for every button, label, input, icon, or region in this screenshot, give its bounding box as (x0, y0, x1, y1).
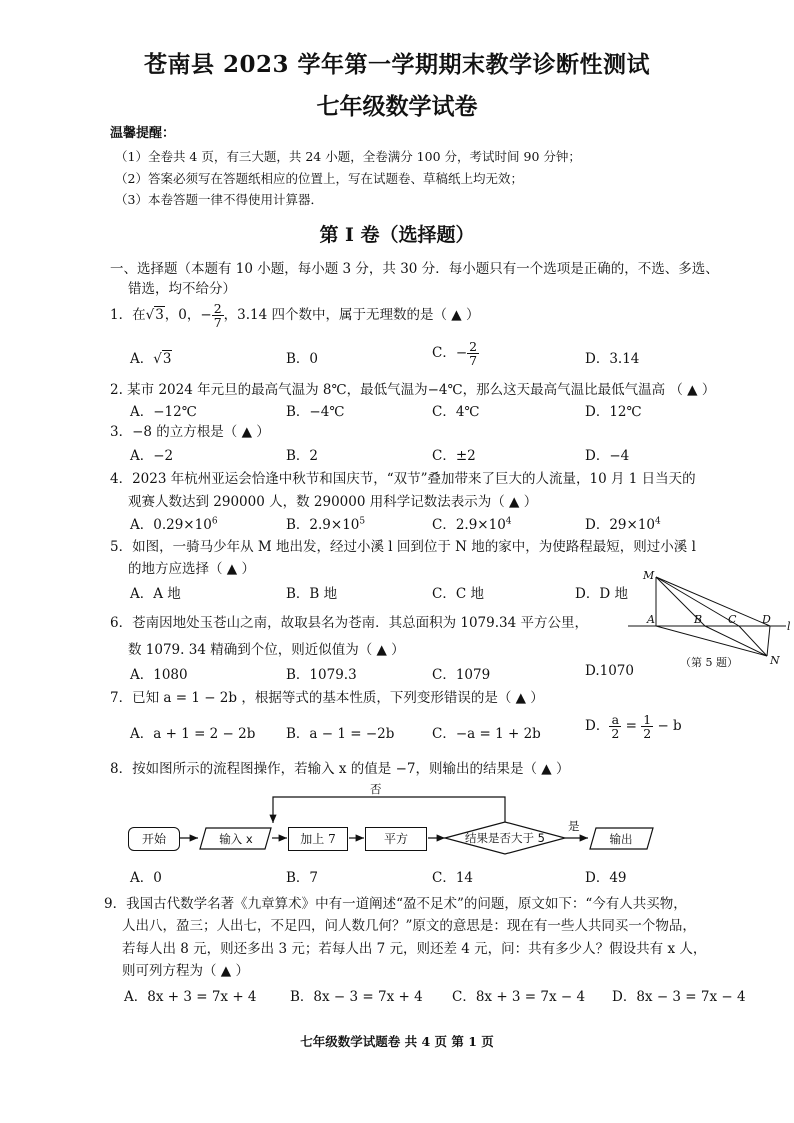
part1-instructions-cont: 错选，均不给分） (128, 281, 236, 297)
q7-option-d: D． $\frac{a}{2}$ = $\frac{1}{2}$ − b (585, 712, 682, 742)
q5-option-b: B．B 地 (286, 586, 338, 602)
q8-option-c: C．14 (432, 870, 474, 886)
question-2: 2. 某市 2024 年元旦的最高气温为 8℃，最低气温为−4℃，那么这天最高气温比最低气温高 （ ▲ ） (110, 382, 716, 398)
flow-no-label: 否 (370, 782, 382, 796)
q2-option-c: C．4℃ (432, 404, 480, 420)
q4-option-a: A．$0.29\times 10^6$ (130, 516, 218, 533)
question-1: 1．在√3，0，− $\frac{2}{7}$ ，3.14 四个数中，属于无理数的是（ ▲ ） (110, 301, 480, 331)
part1-instructions: 一、选择题（本题有 10 小题，每小题 3 分，共 30 分．每小题只有一个选项是正确的，不选、多选、 (110, 261, 719, 277)
arrow-loop-back (273, 797, 505, 823)
tip-item: （2）答案必须写在答题纸相应的位置上，写在试题卷、草稿纸上均无效； (115, 171, 523, 186)
section-title: 第 Ⅰ 卷（选择题） (319, 224, 475, 246)
q9-option-b: B．8x − 3 = 7x + 4 (290, 989, 423, 1005)
label-D: D (762, 613, 771, 626)
q1-option-d: D．3.14 (585, 351, 640, 367)
tips-heading: 温馨提醒： (110, 126, 176, 141)
q7-option-c: C．−a = 1 + 2b (432, 726, 541, 742)
q1-option-b: B．0 (286, 351, 319, 367)
q4-option-b: B．$2.9\times 10^5$ (286, 516, 366, 533)
q9-option-c: C．8x + 3 = 7x − 4 (452, 989, 586, 1005)
tip-item: （1）全卷共 4 页，有三大题，共 24 小题，全卷满分 100 分，考试时间 90 分钟； (115, 149, 581, 164)
flow-start: 开始 (128, 827, 180, 851)
tip-item: （3）本卷答题一律不得使用计算器． (115, 192, 323, 207)
q2-option-b: B．−4℃ (286, 404, 345, 420)
q7-option-a: A．a + 1 = 2 − 2b (130, 726, 256, 742)
q5-option-d: D．D 地 (575, 586, 628, 602)
question-3: 3．−8 的立方根是（ ▲ ） (110, 424, 270, 440)
label-l: l (787, 620, 791, 633)
flow-add-7: 加上 7 (288, 827, 348, 851)
q8-option-b: B．7 (286, 870, 319, 886)
q3-option-c: C．±2 (432, 448, 476, 464)
flow-square: 平方 (365, 827, 427, 851)
label-C: C (728, 613, 737, 626)
q5-option-a: A．A 地 (130, 586, 181, 602)
label-B: B (694, 613, 703, 626)
q2-option-d: D．12℃ (585, 404, 642, 420)
q1-option-a: A．√3 (130, 351, 172, 367)
label-N: N (770, 654, 780, 667)
q4-option-c: C．$2.9\times 10^4$ (432, 516, 512, 533)
question-4: 4．2023 年杭州亚运会恰逢中秋节和国庆节，“双节”叠加带来了巨大的人流量，10 月 1 日当天的 (110, 471, 696, 487)
q3-option-d: D．−4 (585, 448, 630, 464)
flow-input-text: 输入 x (219, 832, 253, 846)
q8-option-a: A．0 (130, 870, 162, 886)
exam-subtitle: 七年级数学试卷 (316, 93, 478, 120)
q9-option-d: D．8x − 3 = 7x − 4 (612, 989, 746, 1005)
question-5-cont: 的地方应选择（ ▲ ） (128, 561, 255, 577)
q5-figure-caption: （第 5 题） (680, 656, 738, 669)
label-A: A (647, 613, 655, 626)
q6-option-c: C．1079 (432, 667, 491, 683)
question-9: 9．我国古代数学名著《九章算术》中有一道阐述“盈不足术”的问题，原文如下：“今有人共买物， (104, 896, 687, 912)
q7-option-b: B．a − 1 = −2b (286, 726, 395, 742)
flow-output-text: 输出 (609, 832, 633, 846)
question-7: 7．已知 a = 1 − 2b ，根据等式的基本性质，下列变形错误的是（ ▲ ） (110, 690, 544, 706)
page-footer: 七年级数学试题卷 共 4 页 第 1 页 (300, 1034, 494, 1049)
flow-decision-text: 结果是否大于 5 (465, 831, 545, 845)
question-5: 5．如图，一骑马少年从 M 地出发，经过小溪 l 回到位于 N 地的家中，为使路程最短，则过小溪 l (110, 539, 696, 555)
q8-option-d: D．49 (585, 870, 627, 886)
q9-option-a: A．8x + 3 = 7x + 4 (124, 989, 257, 1005)
question-8: 8．按如图所示的流程图操作，若输入 x 的值是 −7，则输出的结果是（ ▲ ） (110, 761, 570, 777)
question-9-cont-2: 若每人出 8 元，则还多出 3 元；若每人出 7 元，则还差 4 元，问：共有多少人？假设共有 x 人， (122, 941, 707, 957)
q3-option-b: B．2 (286, 448, 319, 464)
question-9-cont-3: 则可列方程为（ ▲ ） (122, 963, 249, 979)
question-6: 6．苍南因地处玉苍山之南，故取县名为苍南．其总面积为 1079.34 平方公里， (110, 615, 588, 631)
q4-option-d: D．$29\times 10^4$ (585, 516, 661, 533)
q3-option-a: A．−2 (130, 448, 174, 464)
question-4-cont: 观赛人数达到 290000 人，数 290000 用科学记数法表示为（ ▲ ） (128, 494, 538, 510)
exam-title: 苍南县 2023 学年第一学期期末教学诊断性测试 (143, 51, 651, 78)
label-M: M (643, 569, 655, 582)
q6-option-d: D.1070 (585, 663, 634, 679)
question-9-cont-1: 人出八，盈三；人出七，不足四，问人数几何？”原文的意思是：现在有一些人共同买一个物品， (122, 918, 696, 934)
q6-option-b: B．1079.3 (286, 667, 357, 683)
q2-option-a: A．−12℃ (130, 404, 197, 420)
q1-option-c: C．− $\frac{2}{7}$ (432, 339, 478, 369)
flow-yes-label: 是 (568, 819, 580, 833)
q5-option-c: C．C 地 (432, 586, 484, 602)
q6-option-a: A．1080 (130, 667, 188, 683)
question-6-cont: 数 1079. 34 精确到个位，则近似值为（ ▲ ） (128, 642, 405, 658)
